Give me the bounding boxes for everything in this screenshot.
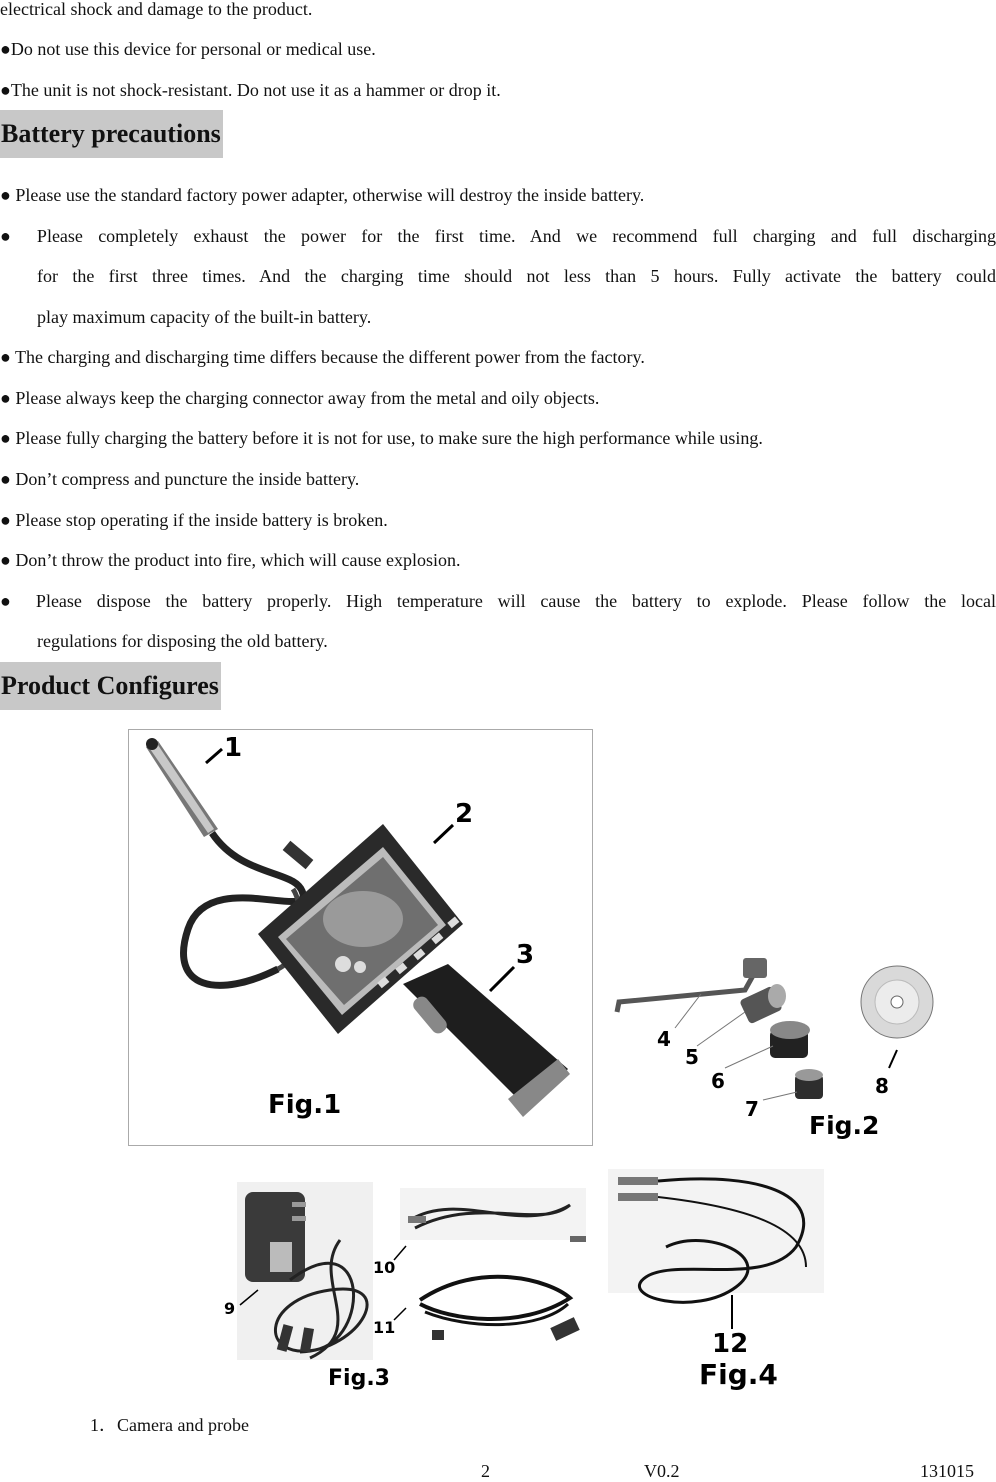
audio-cable — [608, 1169, 824, 1302]
text-line: electrical shock and damage to the product. — [0, 0, 313, 19]
mirror-attachment — [770, 1021, 810, 1058]
bullet-item: ● Please dispose the battery properly. High temperature will cause the battery to explode. Please follow the local — [0, 591, 996, 611]
text-line: ●The unit is not shock-resistant. Do not use it as a hammer or drop it. — [0, 80, 501, 100]
text-line: ●Do not use this device for personal or medical use. — [0, 39, 376, 59]
callout-4: 4 — [657, 1027, 671, 1051]
fig2-label: Fig.2 — [809, 1111, 880, 1140]
config-item-1: 1．Camera and probe — [90, 1415, 249, 1435]
bullet-item: ● Please use the standard factory power adapter, otherwise will destroy the inside battery. — [0, 185, 645, 205]
power-adapter — [237, 1182, 373, 1360]
bullet-item: ● Please fully charging the battery before it is not for use, to make sure the high performance while using. — [0, 428, 763, 448]
av-cable — [400, 1188, 586, 1242]
callout-11: 11 — [373, 1318, 396, 1337]
bullet-item: ● Don’t compress and puncture the inside battery. — [0, 469, 360, 489]
section-heading-battery: Battery precautions — [0, 110, 223, 158]
callout-3: 3 — [516, 940, 535, 970]
callout-6: 6 — [711, 1069, 725, 1093]
fig4-label: Fig.4 — [699, 1358, 778, 1391]
figure-1-camera — [128, 729, 593, 1146]
fig3-label: Fig.3 — [328, 1366, 390, 1391]
callout-2: 2 — [455, 799, 474, 829]
bullet-item-continuation: for the first three times. And the charging time should not less than 5 hours. Fully activate the battery could — [37, 266, 996, 286]
bullet-item: ● The charging and discharging time differs because the different power from the factory. — [0, 347, 645, 367]
callout-10: 10 — [373, 1258, 396, 1277]
figure-3-adapter-cables — [220, 1180, 590, 1392]
callout-5: 5 — [685, 1045, 699, 1069]
callout-12: 12 — [712, 1329, 749, 1359]
fig1-label: Fig.1 — [268, 1090, 342, 1120]
bullet-item-continuation: play maximum capacity of the built-in battery. — [37, 307, 372, 327]
bullet-item: ● Please stop operating if the inside battery is broken. — [0, 510, 388, 530]
document-code: 131015 — [920, 1461, 974, 1481]
callout-1: 1 — [224, 733, 243, 763]
page-number: 2 — [481, 1461, 490, 1481]
bullet-item: ● Don’t throw the product into fire, which will cause explosion. — [0, 550, 461, 570]
figure-4-audio-cable — [606, 1167, 828, 1392]
bullet-item-continuation: regulations for disposing the old battery. — [37, 631, 328, 651]
sleeve-attachment — [795, 1069, 823, 1099]
callout-8: 8 — [875, 1074, 889, 1098]
callout-9: 9 — [224, 1299, 236, 1318]
bullet-item: ● Please always keep the charging connector away from the metal and oily objects. — [0, 388, 600, 408]
figure-2-accessories — [605, 950, 945, 1145]
hook-attachment — [617, 972, 755, 1012]
callout-7: 7 — [745, 1097, 759, 1121]
usb-cable — [420, 1277, 580, 1341]
bullet-item: ● Please completely exhaust the power for the first time. And we recommend full charging and full discharging — [0, 226, 996, 246]
section-heading-product: Product Configures — [0, 662, 221, 710]
cd-disc — [861, 966, 933, 1038]
version: V0.2 — [644, 1461, 680, 1481]
